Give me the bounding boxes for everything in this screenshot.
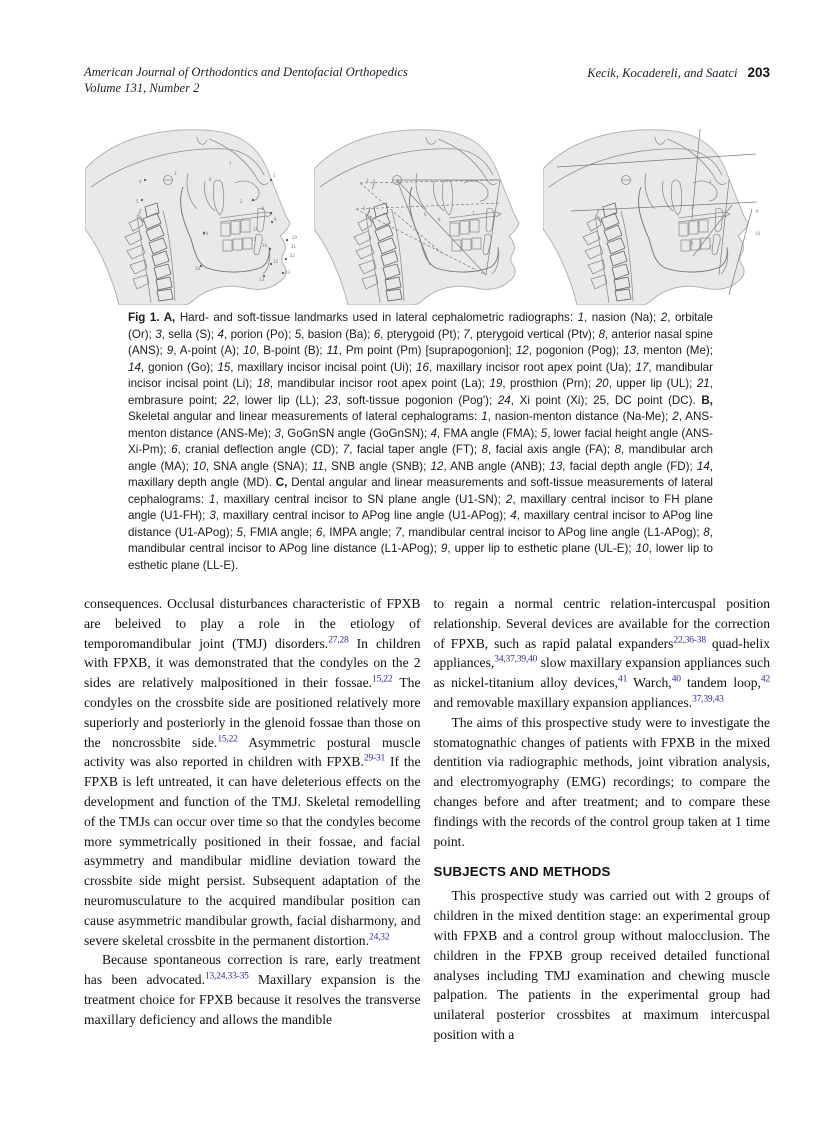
- section-heading-subjects-and-methods: SUBJECTS AND METHODS: [433, 864, 611, 880]
- ceph-tracing-panel-c: [543, 123, 770, 305]
- svg-text:7: 7: [229, 161, 232, 166]
- svg-text:7: 7: [709, 245, 712, 250]
- svg-text:5: 5: [691, 241, 694, 246]
- article-body: [84, 594, 770, 1045]
- right-column: [434, 594, 771, 1045]
- svg-text:21: 21: [291, 244, 297, 249]
- paragraph-devices: to regain a normal centric relation-intercuspal position relationship. Several devices are available for the correction of FPXB, such as rapid palatal expanders$^{22,36-38}$ quad-helix appliances,$^{34,37,39,40}$ slow maxillary expansion appliances such as nickel-titanium alloy devices,$^{41}$ Warch,$^{40}$ tandem loop,$^{42}$ and removable maxillary expansion appliances.$^{37,39,43}$: [433, 596, 771, 710]
- running-authors: Kecik, Kocadereli, and Saatci: [587, 66, 738, 80]
- page-number: 203: [747, 65, 770, 80]
- svg-text:22: 22: [290, 253, 296, 258]
- svg-text:6: 6: [209, 177, 212, 182]
- journal-title: American Journal of Orthodontics and Dentofacial Orthopedics: [84, 65, 408, 79]
- svg-text:13: 13: [259, 277, 265, 282]
- figure-1-panels: [85, 123, 770, 305]
- svg-text:8: 8: [438, 217, 441, 222]
- svg-text:6: 6: [424, 212, 427, 217]
- svg-text:15: 15: [253, 227, 259, 232]
- svg-text:24: 24: [203, 231, 209, 236]
- journal-volume-issue: Volume 131, Number 2: [84, 80, 200, 95]
- svg-text:8: 8: [262, 206, 265, 211]
- svg-text:2: 2: [363, 206, 366, 211]
- svg-text:10: 10: [755, 231, 761, 236]
- svg-text:5: 5: [136, 199, 139, 204]
- svg-text:12: 12: [273, 259, 279, 264]
- svg-text:3: 3: [366, 178, 369, 183]
- left-column: [84, 594, 421, 1045]
- ceph-tracing-panel-b: [314, 123, 541, 305]
- figure-1-caption: Fig 1. A, Hard- and soft-tissue landmarks used in lateral cephalometric radiographs: 1, nasion (Na); 2, orbitale (Or); 3, sella (S); 4, porion (Po); 5, basion (Ba); 6, pterygoid (Pt); 7, pterygoid vertical (Ptv); 8, anterior nasal spine (ANS); 9, A-point (A); 10, B-point (B); 11, Pm point (Pm) [suprapogonion]; 12, pogonion (Pog); 13, menton (Me); 14, gonion (Go); 15, maxillary incisor incisal point (Ui); 16, maxillary incisor root apex point (Ua); 17, mandibular incisor incisal point (Li); 18, mandibular incisor root apex point (La); 19, prosthion (Prn); 20, upper lip (UL); 21, embrasure point; 22, lower lip (LL); 23, soft-tissue pogonion (Pog'); 24, Xi point (Xi); 25, DC point (DC). B, Skeletal angular and linear measurements of lateral cephalograms: 1, nasion-menton distance (Na-Me); 2, ANS-menton distance (ANS-Me); 3, GoGnSN angle (GoGnSN); 4, FMA angle (FMA); 5, lower facial height angle (ANS-Xi-Pm); 6, cranial deflection angle (CD); 7, facial taper angle (FT); 8, facial axis angle (FA); 8, mandibular arch angle (MA); 10, SNA angle (SNA); 11, SNB angle (SNB); 12, ANB angle (ANB); 13, facial depth angle (FD); 14, maxillary depth angle (MD). C, Dental angular and linear measurements and soft-tissue measurements of lateral cephalograms: 1, maxillary central incisor to SN plane angle (U1-SN); 2, maxillary central incisor to FH plane angle (U1-FH); 3, maxillary central incisor to APog line angle (U1-APog); 4, maxillary central incisor to APog line distance (U1-APog); 5, FMIA angle; 6, IMPA angle; 7, mandibular central incisor to APog line angle (L1-APog); 8, mandibular central incisor to APog line distance (L1-APog); 9, upper lip to esthetic plane (UL-E); 10, lower lip to esthetic plane (LL-E).: [128, 311, 714, 572]
- paragraph-study-groups: This prospective study was carried out with 2 groups of children in the mixed dentition stage: an experimental group with FPXB and a control group without malocclusion. The children in the FPXB group received detailed functional analyses including TMJ examination and chewing muscle palpation. The patients in the experimental group had unilateral posterior crossbites at maximum intercuspal position with a: [433, 888, 770, 1042]
- svg-text:20: 20: [292, 235, 298, 240]
- svg-text:9: 9: [756, 209, 759, 214]
- svg-text:9: 9: [274, 217, 277, 222]
- paragraph-consequences: consequences. Occlusal disturbances characteristic of FPXB are beleived to play a role in the etiology of temporomandibular joint (TMJ) disorders.$^{27,28}$ In children with FPXB, it was demonstrated that the condyles on the 2 sides are relatively malpositioned in their fossae.$^{15,22}$ The condyles on the crossbite side are positioned relatively more superiorly and posteriorly in the glenoid fossae than those on the noncrossbite side.$^{15,22}$ Asymmetric postural muscle activity was also reported in children with FPXB.$^{29-31}$ If the FPXB is left untreated, it can have deleterious effects on the development and function of the TMJ. Skeletal remodelling of the TMJs can occur over time so that the condyles become more symmetrically positioned in their fossae, and facial asymmetry and mandibular midline deviation toward the crossbite side might persist. Subsequent adaptation of the neuromusculature to the acquired mandibular position can cause asymmetric mandibular growth, facial disharmony, and severe skeletal crossbite in the permanent distortion.$^{24,32}$: [84, 596, 421, 948]
- svg-text:17: 17: [251, 237, 257, 242]
- paragraph-aims: The aims of this prospective study were to investigate the stomatognathic changes of patients with FPXB in the mixed dentition via radiographic methods, joint vibration analysis, and electromyography (EMG) recordings; to compare the changes before and after treatment; and to compare these findings with the records of the control group taken at 1 time point.: [433, 714, 770, 849]
- svg-text:1: 1: [273, 173, 276, 178]
- svg-text:2: 2: [240, 199, 243, 204]
- authors-page-block: [587, 65, 770, 82]
- figure-1: [85, 123, 770, 574]
- journal-title-block: [84, 65, 408, 96]
- ceph-tracing-panel-a: [85, 123, 312, 305]
- svg-text:4: 4: [139, 179, 142, 184]
- svg-text:2: 2: [691, 205, 694, 210]
- svg-text:10: 10: [262, 243, 268, 248]
- svg-text:1: 1: [709, 179, 712, 184]
- svg-text:14: 14: [195, 266, 201, 271]
- paragraph-early-treatment: Because spontaneous correction is rare, early treatment has been advocated.$^{13,24,33-35}$ Maxillary expansion is the treatment choice for FPXB because it resolves the transverse maxillary deficiency and allows the mandible: [84, 952, 421, 1027]
- svg-text:1: 1: [472, 211, 475, 216]
- svg-text:23: 23: [285, 270, 291, 275]
- running-head: [84, 65, 770, 96]
- svg-text:3: 3: [174, 171, 177, 176]
